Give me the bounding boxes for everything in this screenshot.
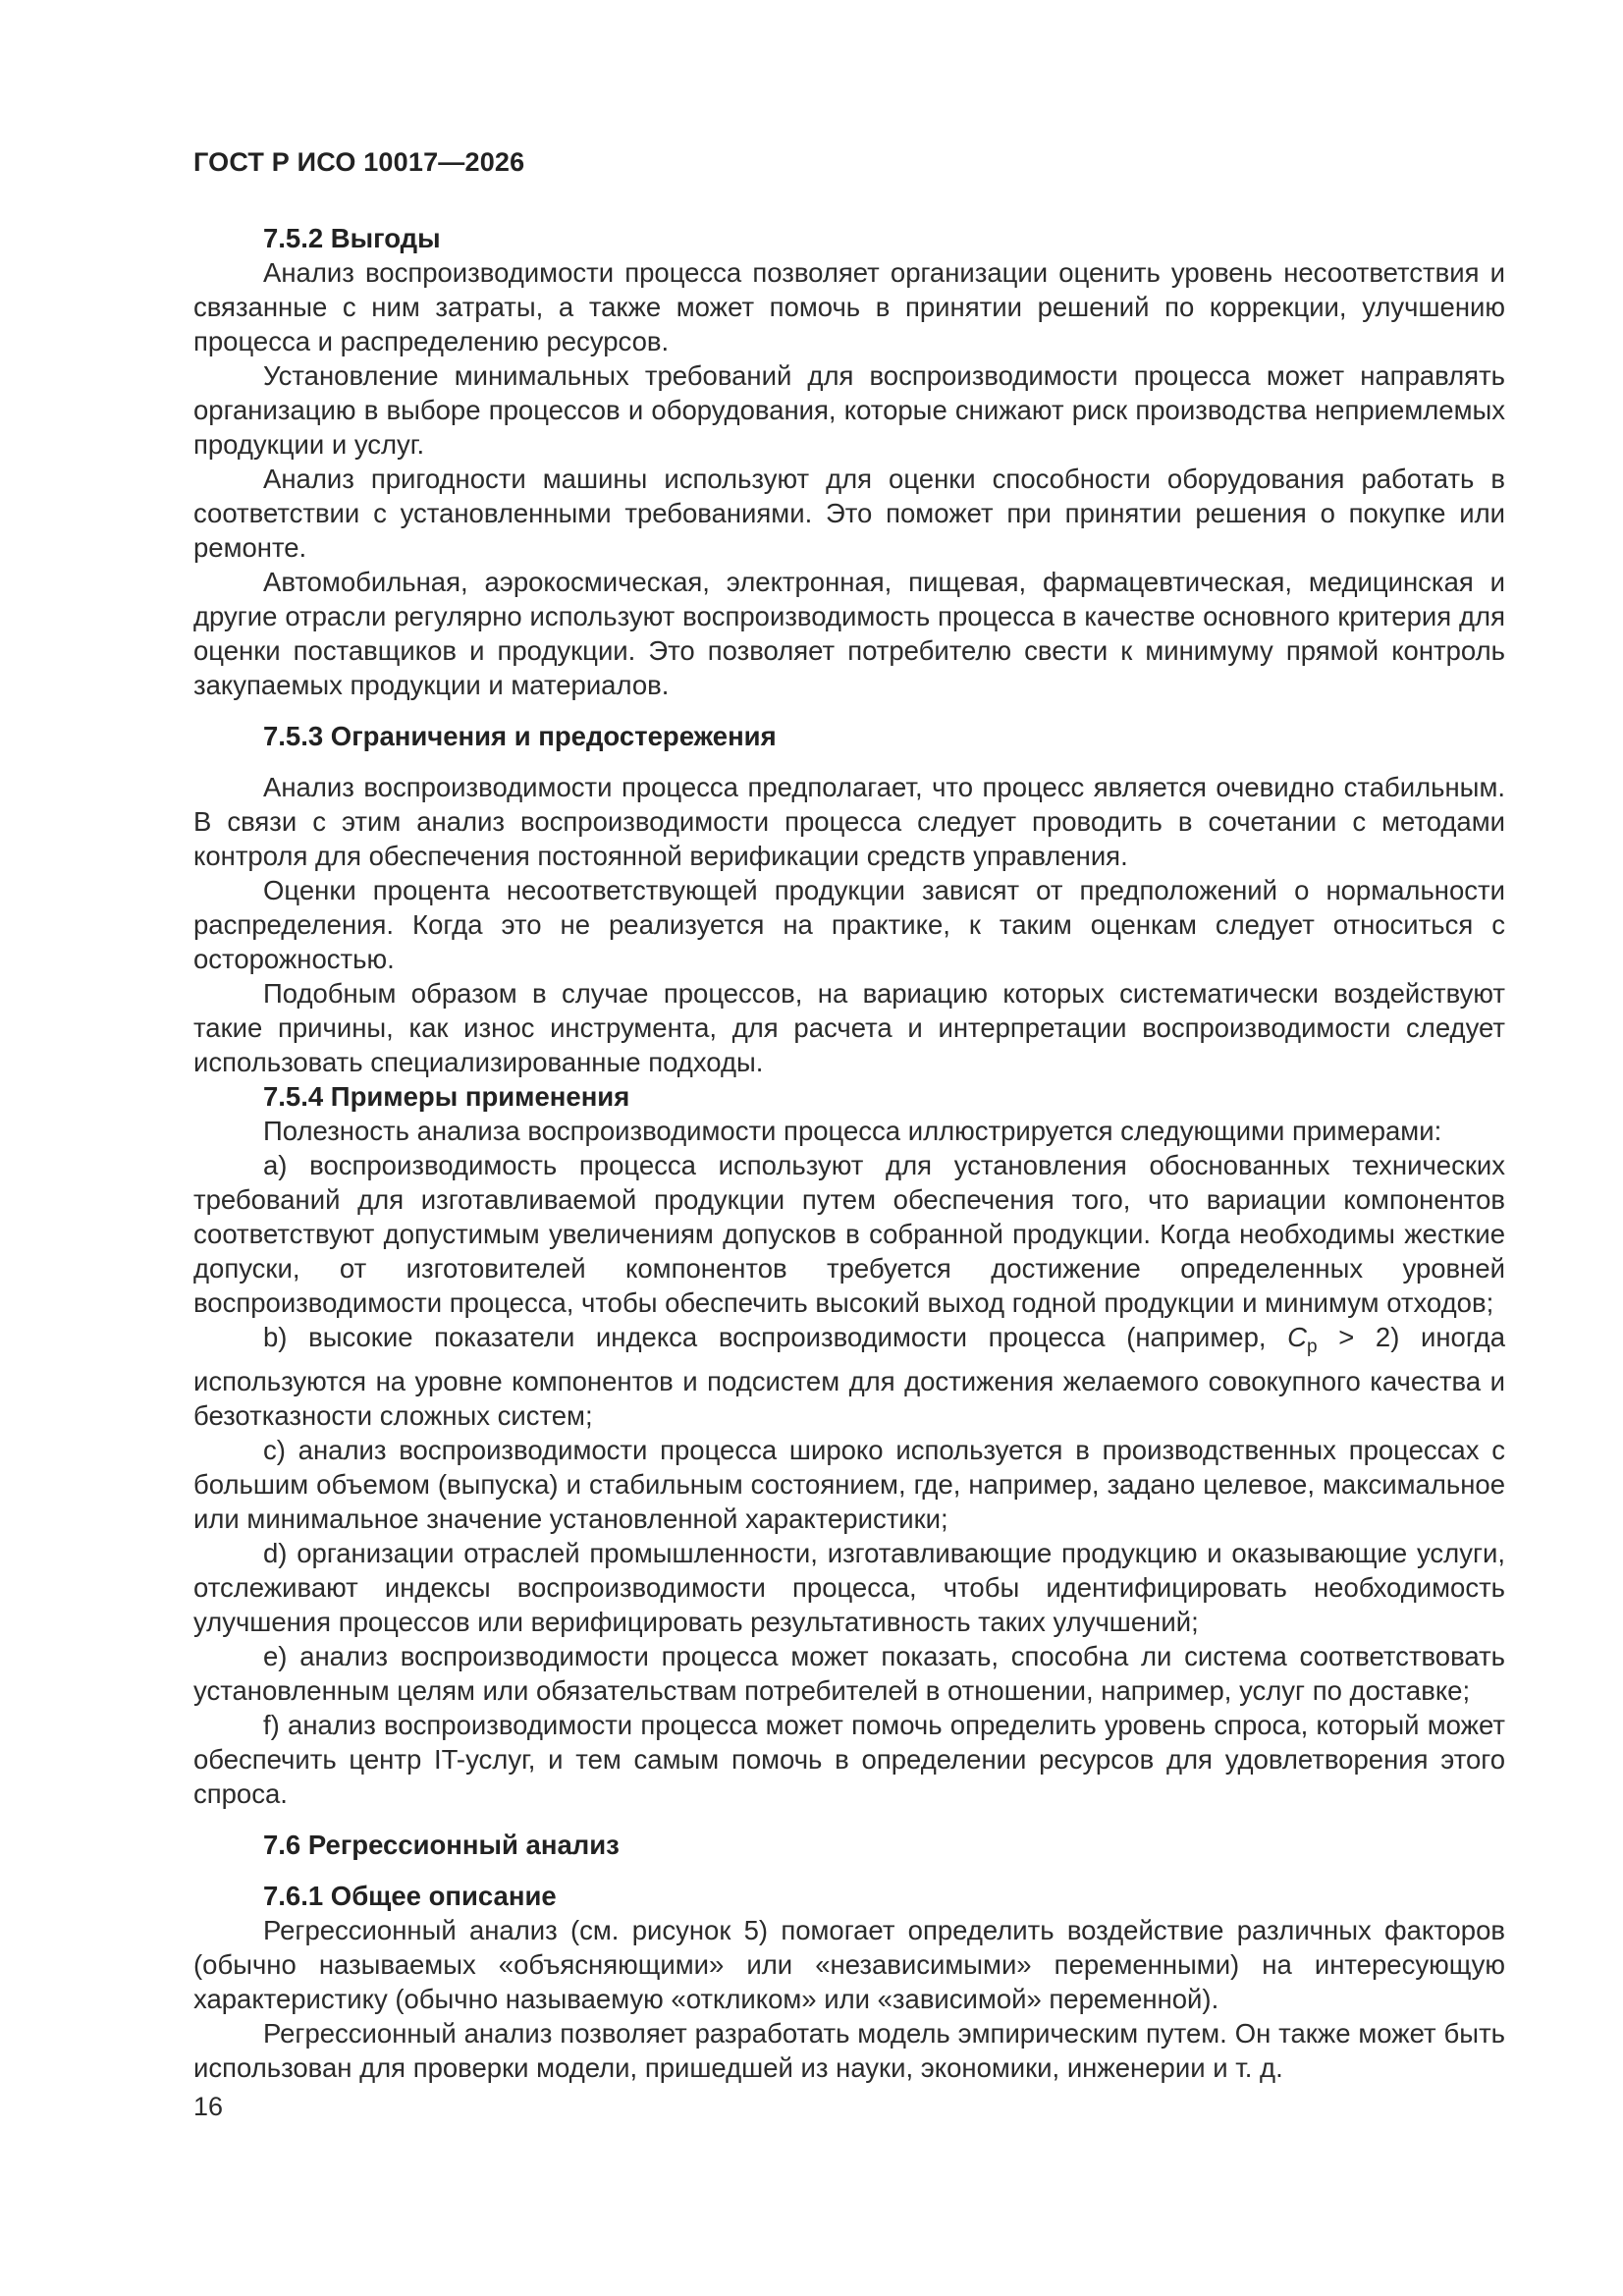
document-body [193,221,1505,2085]
section-heading-7-5-3: 7.5.3 Ограничения и предостережения [263,721,777,751]
list-item-text: > 2) иногда используются на уровне компонентов и подсистем для достижения желаемого совокупного качества и безотказности сложных систем; [193,1322,1505,1431]
page-number: 16 [193,2092,224,2121]
cp-symbol: C [1287,1322,1308,1352]
paragraph: Полезность анализа воспроизводимости процесса иллюстрируется следующими примерами: [263,1116,1442,1146]
list-item: f) анализ воспроизводимости процесса может помочь определить уровень спроса, который может обеспечить центр IT-услуг, и тем самым помочь в определении ресурсов для удовлетворения этого спроса. [193,1710,1505,1809]
paragraph: Автомобильная, аэрокосмическая, электронная, пищевая, фармацевтическая, медицинская и другие отрасли регулярно используют воспроизводимость процесса в качестве основного критерия для оценки поставщиков и продукции. Это позволяет потребителю свести к минимуму прямой контроль закупаемых продукции и материалов. [193,567,1505,700]
paragraph: Регрессионный анализ позволяет разработать модель эмпирическим путем. Он также может быть использован для проверки модели, пришедшей из науки, экономики, инженерии и т. д. [193,2018,1505,2083]
paragraph: Регрессионный анализ (см. рисунок 5) помогает определить воздействие различных факторов (обычно называемых «объясняющими» или «независимыми» переменными) на интересующую характеристику (обычно называемую «откликом» или «зависимой» переменной). [193,1915,1505,2014]
list-item: e) анализ воспроизводимости процесса может показать, способна ли система соответствовать установленным целям или обязательствам потребителей в отношении, например, услуг по доставке; [193,1641,1505,1706]
list-item-text: b) высокие показатели индекса воспроизводимости процесса (например, [263,1322,1288,1352]
paragraph: Установление минимальных требований для воспроизводимости процесса может направлять организацию в выборе процессов и оборудования, которые снижают риск производства неприемлемых продукции и услуг. [193,360,1505,460]
paragraph: Анализ пригодности машины используют для оценки способности оборудования работать в соответствии с установленными требованиями. Это поможет при принятии решения о покупке или ремонте. [193,464,1505,563]
list-item: c) анализ воспроизводимости процесса широко используется в производственных процессах с большим объемом (выпуска) и стабильным состоянием, где, например, задано целевое, максимальное или минимальное значение установленной характеристики; [193,1435,1505,1534]
list-item: d) организации отраслей промышленности, изготавливающие продукцию и оказывающие услуги, отслеживают индексы воспроизводимости процесса, чтобы идентифицировать необходимость улучшения процессов или верифицировать результативность таких улучшений; [193,1538,1505,1637]
section-heading-7-6-1: 7.6.1 Общее описание [263,1881,557,1911]
section-heading-7-6: 7.6 Регрессионный анализ [263,1830,620,1860]
paragraph: Анализ воспроизводимости процесса позволяет организации оценить уровень несоответствия и связанные с ним затраты, а также может помочь в принятии решений по коррекции, улучшению процесса и распределению ресурсов. [193,257,1505,356]
paragraph: Оценки процента несоответствующей продукции зависят от предположений о нормальности распределения. Когда это не реализуется на практике, к таким оценкам следует относиться с осторожностью. [193,875,1505,974]
paragraph: Анализ воспроизводимости процесса предполагает, что процесс является очевидно стабильным. В связи с этим анализ воспроизводимости процесса следует проводить в сочетании с методами контроля для обеспечения постоянной верификации средств управления. [193,772,1505,871]
list-item [193,1320,1505,1433]
list-item: a) воспроизводимость процесса используют для установления обоснованных технических требований для изготавливаемой продукции путем обеспечения того, что вариации компонентов соответствуют допустимым увеличениям допусков в собранной продукции. Когда необходимы жесткие допуски, от изготовителей компонентов требуется достижение определенных уровней воспроизводимости процесса, чтобы обеспечить высокий выход годной продукции и минимум отходов; [193,1150,1505,1318]
document-header: ГОСТ Р ИСО 10017—2026 [193,147,525,177]
cp-subscript: p [1307,1337,1318,1357]
section-heading-7-5-4: 7.5.4 Примеры применения [263,1081,630,1112]
paragraph: Подобным образом в случае процессов, на вариацию которых систематически воздействуют такие причины, как износ инструмента, для расчета и интерпретации воспроизводимости следует использовать специализированные подходы. [193,978,1505,1077]
section-heading-7-5-2: 7.5.2 Выгоды [263,223,441,253]
